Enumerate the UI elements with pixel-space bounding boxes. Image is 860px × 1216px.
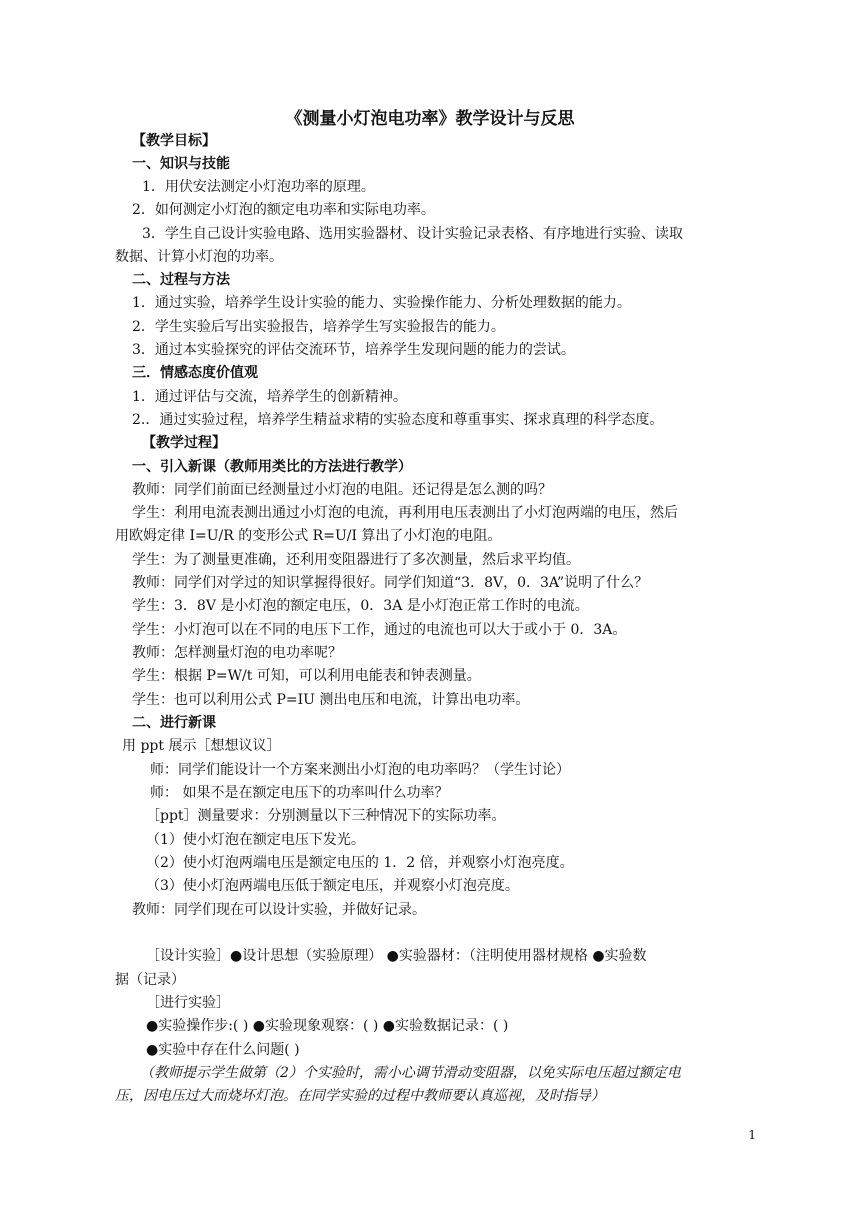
body-line: ［ppt］测量要求：分别测量以下三种情况下的实际功率。 (146, 808, 506, 824)
body-line: 据（记录） (115, 972, 185, 988)
body-line: 教师：同学们前面已经测量过小灯泡的电阻。还记得是怎么测的吗？ (132, 482, 552, 498)
heading-new-lesson: 二、进行新课 (132, 715, 216, 731)
heading-attitude-values: 三．情感态度价值观 (132, 365, 258, 381)
body-line: （1）使小灯泡在额定电压下发光。 (146, 832, 365, 848)
body-line: 学生：利用电流表测出通过小灯泡的电流，再利用电压表测出了小灯泡两端的电压，然后 (132, 505, 678, 521)
body-line: 用 ppt 展示［想想议议］ (122, 738, 281, 754)
body-line: 教师：同学们对学过的知识掌握得很好。同学们知道“3．8V，0．3A”说明了什么？ (132, 575, 649, 591)
body-line: 2．如何测定小灯泡的额定电功率和实际电功率。 (132, 202, 435, 218)
body-line: 2.．通过实验过程，培养学生精益求精的实验态度和尊重事实、探求真理的科学态度。 (132, 412, 664, 428)
heading-intro: 一、引入新课（教师用类比的方法进行教学） (132, 459, 412, 475)
teacher-note: （教师提示学生做第（2）个实验时，需小心调节滑动变阻器，以免实际电压超过额定电 (140, 1065, 681, 1081)
section-heading-objectives: 【教学目标】 (132, 133, 216, 149)
body-line: 教师：同学们现在可以设计实验，并做好记录。 (132, 902, 426, 918)
body-line: （2）使小灯泡两端电压是额定电压的 1．2 倍，并观察小灯泡亮度。 (146, 855, 574, 871)
body-line: 师： 如果不是在额定电压下的功率叫什么功率？ (150, 785, 449, 801)
body-line: 用欧姆定律 I=U/R 的变形公式 R=U/I 算出了小灯泡的电阻。 (115, 528, 502, 544)
heading-process-methods: 二、过程与方法 (132, 272, 230, 288)
body-line: ●实验操作步:( ) ●实验现象观察：( ) ●实验数据记录：( ) (146, 1018, 509, 1034)
body-line: 3．学生自己设计实验电路、选用实验器材、设计实验记录表格、有序地进行实验、读取 (142, 226, 683, 242)
body-line: 学生：根据 P=W/t 可知，可以利用电能表和钟表测量。 (132, 668, 481, 684)
page-number: 1 (748, 1128, 756, 1142)
section-heading-process: 【教学过程】 (142, 435, 226, 451)
body-line: 教师：怎样测量灯泡的电功率呢？ (132, 645, 342, 661)
body-line: 1．用伏安法测定小灯泡功率的原理。 (142, 179, 375, 195)
body-line: 2．学生实验后写出实验报告，培养学生写实验报告的能力。 (132, 319, 505, 335)
body-line: ［设计实验］●设计思想（实验原理） ●实验器材：（注明使用器材规格 ●实验数 (146, 948, 647, 964)
body-line: 数据、计算小灯泡的功率。 (115, 249, 283, 265)
body-line: 学生：也可以利用公式 P=IU 测出电压和电流，计算出电功率。 (132, 692, 530, 708)
body-line: （3）使小灯泡两端电压低于额定电压，并观察小灯泡亮度。 (146, 878, 519, 894)
body-line: 学生：为了测量更准确，还利用变阻器进行了多次测量，然后求平均值。 (132, 552, 580, 568)
body-line: 1．通过评估与交流，培养学生的创新精神。 (132, 389, 407, 405)
body-line: 1．通过实验，培养学生设计实验的能力、实验操作能力、分析处理数据的能力。 (132, 295, 631, 311)
body-line: ［进行实验］ (146, 995, 230, 1011)
body-line: 学生：小灯泡可以在不同的电压下工作，通过的电流也可以大于或小于 0．3A。 (132, 622, 627, 638)
document-title: 《测量小灯泡电功率》教学设计与反思 (285, 109, 575, 129)
teacher-note: 压，因电压过大而烧坏灯泡。在同学实验的过程中教师要认真巡视，及时指导） (115, 1088, 605, 1104)
body-line: 3．通过本实验探究的评估交流环节，培养学生发现问题的能力的尝试。 (132, 342, 575, 358)
body-line: ●实验中存在什么问题( ) (146, 1042, 300, 1058)
body-line: 学生：3．8V 是小灯泡的额定电压，0．3A 是小灯泡正常工作时的电流。 (132, 598, 589, 614)
body-line: 师：同学们能设计一个方案来测出小灯泡的电功率吗？（学生讨论） (150, 762, 570, 778)
heading-knowledge-skills: 一、知识与技能 (132, 156, 230, 172)
